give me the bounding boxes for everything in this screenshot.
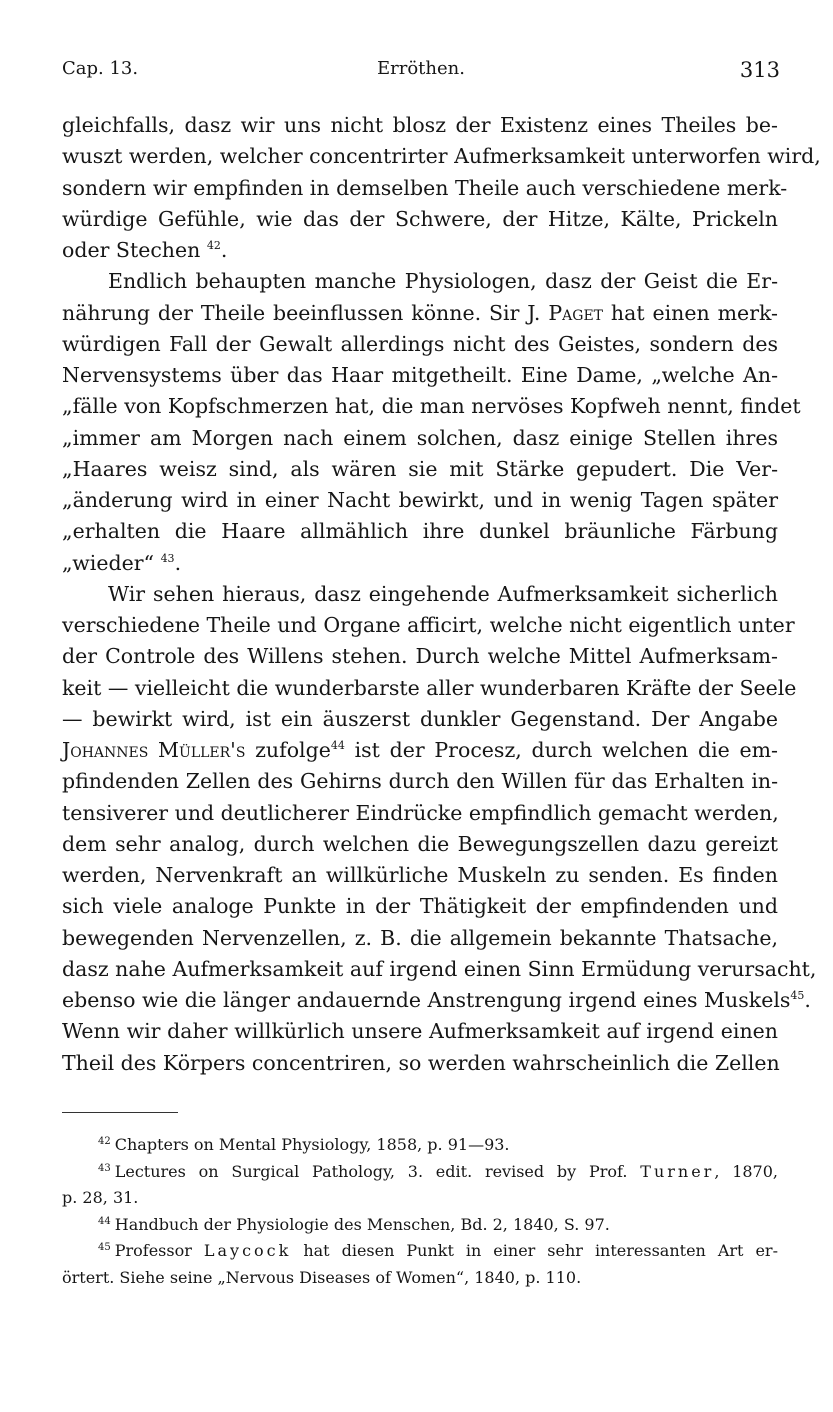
text-line: Theil des Körpers concentriren, so werden wahrscheinlich die Zellen	[62, 1050, 780, 1075]
text-line: Nervensystems über das Haar mitgetheilt. Eine Dame, „welche An-	[62, 363, 778, 387]
footnote-43-continued: p. 28, 31.	[62, 1188, 139, 1208]
text-line: ebenso wie die länger andauernde Anstrengung irgend eines Muskels$^{45}$.	[62, 988, 811, 1012]
footnotes	[62, 1132, 778, 1292]
text-line: „erhalten die Haare allmählich ihre dunkel bräunliche Färbung	[62, 519, 778, 544]
text-line: — bewirkt wird, ist ein äuszerst dunkler Gegenstand. Der Angabe	[62, 706, 778, 731]
chapter-label: Cap. 13.	[62, 58, 139, 79]
footnote-ref: 45	[790, 989, 805, 1002]
footnote-number: 43	[98, 1162, 111, 1174]
author-name: Paget	[548, 300, 604, 325]
text-line: verschiedene Theile und Organe afficirt, welche nicht eigentlich unter	[62, 613, 795, 637]
text-line: oder Stechen $^{42}$.	[62, 238, 228, 262]
text-line: Wir sehen hieraus, dasz eingehende Aufmerksamkeit sicherlich	[108, 581, 778, 606]
text-line: wuszt werden, welcher concentrirter Aufmerksamkeit unterworfen wird,	[62, 144, 821, 169]
text-line: „fälle von Kopfschmerzen hat, die man nervöses Kopfweh nennt, findet	[62, 394, 801, 419]
footnote-number: 45	[98, 1242, 111, 1254]
footnote-42: $^{42}$ Chapters on Mental Physiology, 1858, p. 91—93.	[98, 1135, 510, 1154]
footnote-number: 44	[98, 1215, 111, 1227]
footnote-ref: 43	[160, 551, 175, 565]
footnote-45: $^{45}$ Professor Laycock hat diesen Punkt in einer sehr interessanten Art er-	[98, 1241, 778, 1261]
footnote-44: $^{44}$ Handbuch der Physiologie des Menschen, Bd. 2, 1840, S. 97.	[98, 1214, 610, 1234]
text-line: gleichfalls, dasz wir uns nicht blosz der Existenz eines Theiles be-	[62, 113, 778, 137]
author-name: Turner	[640, 1161, 715, 1181]
text-line: pfindenden Zellen des Gehirns durch den Willen für das Erhalten in-	[62, 769, 778, 794]
text-line: würdige Gefühle, wie das der Schwere, der Hitze, Kälte, Prickeln	[62, 206, 778, 231]
text-line: keit — vielleicht die wunderbarste aller wunderbaren Kräfte der Seele	[62, 675, 797, 700]
text-line: der Controle des Willens stehen. Durch welche Mittel Aufmerksam-	[62, 644, 778, 669]
page-number: 313	[739, 58, 780, 82]
text-line: werden, Nervenkraft an willkürliche Muskeln zu senden. Es finden	[62, 863, 778, 887]
text-line: „änderung wird in einer Nacht bewirkt, und in wenig Tagen später	[62, 488, 778, 512]
footnote-divider	[62, 1112, 178, 1113]
text-line: Johannes Müller's zufolge$^{44}$ ist der Procesz, durch welchen die em-	[62, 738, 778, 762]
footnote-ref: 44	[330, 739, 345, 752]
text-line: dem sehr analog, durch welchen die Bewegungszellen dazu gereizt	[62, 831, 778, 856]
text-line: sondern wir empfinden in demselben Theile auch verschiedene merk-	[62, 175, 788, 200]
text-line: nährung der Theile beeinflussen könne. Sir J. Paget hat einen merk-	[62, 300, 778, 325]
author-name: Johannes Müller's	[62, 738, 246, 762]
text-line: tensiverer und deutlicherer Eindrücke empfindlich gemacht werden,	[62, 800, 779, 825]
body-text	[62, 110, 821, 1079]
text-line: „immer am Morgen nach einem solchen, dasz einige Stellen ihres	[62, 425, 778, 450]
text-line: „wieder“ $^{43}$.	[62, 550, 182, 575]
footnote-number: 42	[98, 1136, 111, 1147]
text-line: Wenn wir daher willkürlich unsere Aufmerksamkeit auf irgend einen	[62, 1019, 778, 1044]
footnote-45-continued: örtert. Siehe seine „Nervous Diseases of Women“, 1840, p. 110.	[62, 1267, 582, 1287]
text-line: „Haares weisz sind, als wären sie mit Stärke gepudert. Die Ver-	[62, 456, 778, 481]
text-line: bewegenden Nervenzellen, z. B. die allgemein bekannte Thatsache,	[62, 925, 778, 950]
footnote-ref: 42	[206, 239, 221, 252]
running-title: Erröthen.	[377, 58, 465, 79]
text-line: Endlich behaupten manche Physiologen, dasz der Geist die Er-	[108, 269, 778, 294]
running-header	[62, 58, 780, 92]
author-name: Laycock	[203, 1241, 292, 1261]
text-line: sich viele analoge Punkte in der Thätigkeit der empfindenden und	[62, 894, 778, 919]
footnote-43: $^{43}$ Lectures on Surgical Pathology, 3. edit. revised by Prof. Turner, 1870,	[98, 1161, 779, 1181]
text-line: dasz nahe Aufmerksamkeit auf irgend einen Sinn Ermüdung verursacht,	[62, 956, 817, 981]
text-line: würdigen Fall der Gewalt allerdings nicht des Geistes, sondern des	[62, 331, 778, 356]
